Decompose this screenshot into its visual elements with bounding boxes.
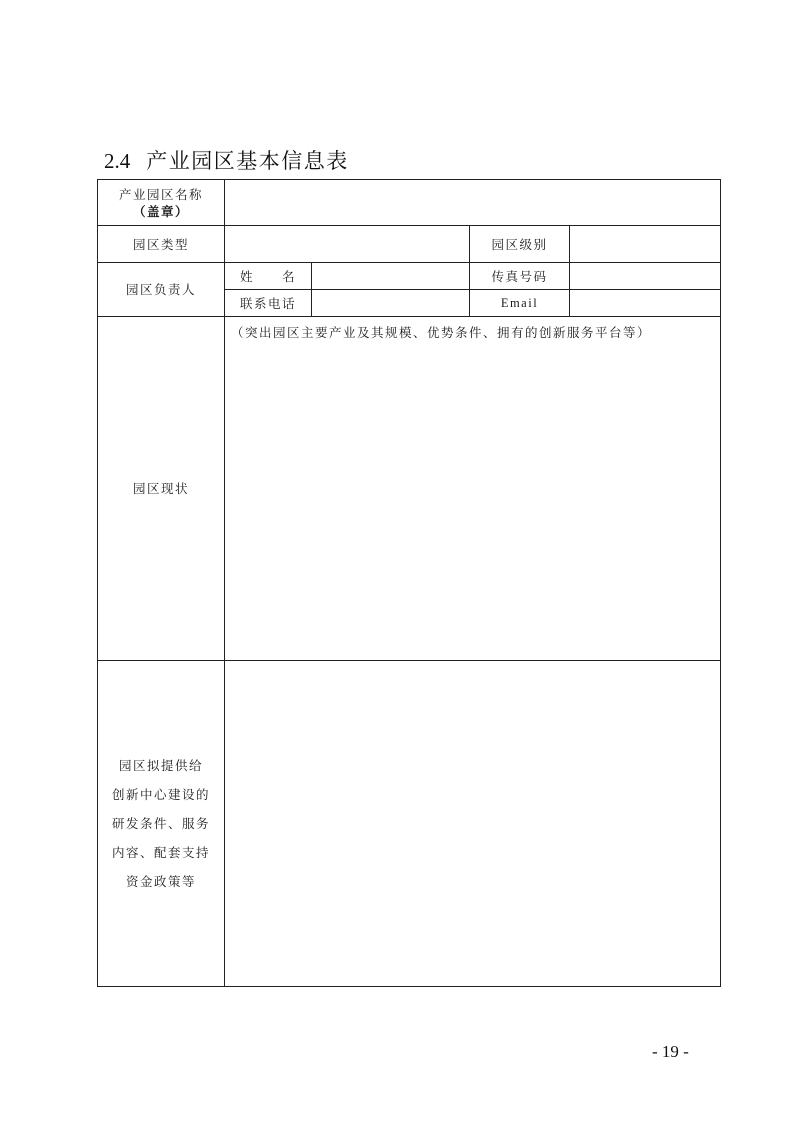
row-park-type xyxy=(98,226,721,263)
park-level-label: 园区级别 xyxy=(470,226,570,263)
fax-label: 传真号码 xyxy=(470,263,570,290)
support-value[interactable] xyxy=(225,661,721,987)
support-label-line: 内容、配套支持 xyxy=(111,845,210,860)
row-leader-name xyxy=(98,263,721,290)
section-number: 2.4 xyxy=(104,149,131,173)
park-type-label: 园区类型 xyxy=(98,226,225,263)
park-name-value[interactable] xyxy=(225,180,721,226)
support-label xyxy=(98,661,225,987)
status-value[interactable] xyxy=(225,317,721,661)
park-level-value[interactable] xyxy=(570,226,721,263)
support-label-line: 创新中心建设的 xyxy=(111,787,210,802)
phone-label: 联系电话 xyxy=(225,290,312,317)
park-type-value[interactable] xyxy=(225,226,470,263)
seal-note: （盖章） xyxy=(132,203,189,219)
name-value[interactable] xyxy=(312,263,470,290)
status-label: 园区现状 xyxy=(98,317,225,661)
fax-value[interactable] xyxy=(570,263,721,290)
park-info-table xyxy=(97,179,721,987)
leader-label: 园区负责人 xyxy=(98,263,225,317)
section-heading xyxy=(104,146,349,176)
status-hint: （突出园区主要产业及其规模、优势条件、拥有的创新服务平台等） xyxy=(231,325,652,340)
support-label-line: 研发条件、服务 xyxy=(111,816,210,831)
park-name-label: 产业园区名称 xyxy=(118,186,203,202)
page-number: - 19 - xyxy=(652,1042,689,1061)
email-value[interactable] xyxy=(570,290,721,317)
row-park-name xyxy=(98,180,721,226)
park-name-label-cell xyxy=(98,180,225,226)
name-label: 姓 名 xyxy=(225,263,312,290)
email-label: Email xyxy=(470,290,570,317)
support-label-line: 资金政策等 xyxy=(125,874,196,889)
section-title: 产业园区基本信息表 xyxy=(146,149,349,173)
support-label-line: 园区拟提供给 xyxy=(118,758,203,773)
phone-value[interactable] xyxy=(312,290,470,317)
row-park-status xyxy=(98,317,721,661)
row-support xyxy=(98,661,721,987)
